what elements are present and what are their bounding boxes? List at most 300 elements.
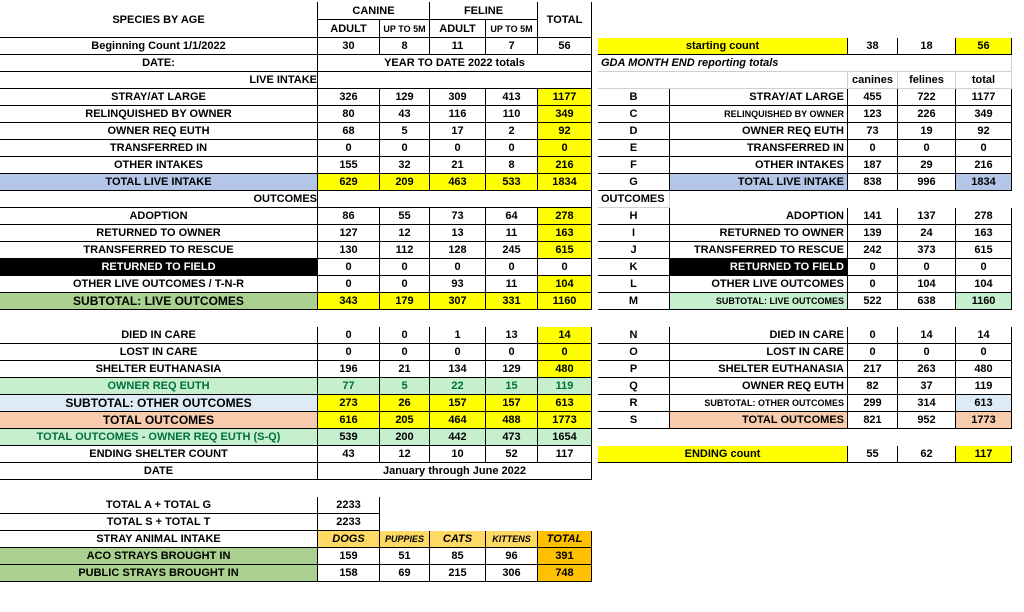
value-cell[interactable]: 488 xyxy=(486,412,538,429)
stray-row xyxy=(0,548,592,565)
ending-count-label[interactable]: ENDING count xyxy=(598,446,848,463)
value-cell[interactable]: 1177 xyxy=(956,89,1012,106)
value-cell[interactable]: 209 xyxy=(380,174,430,191)
row-label[interactable]: SHELTER EUTHANASIA xyxy=(670,361,848,378)
row-label[interactable]: SUBTOTAL: OTHER OUTCOMES xyxy=(670,395,848,412)
value-cell[interactable]: 139 xyxy=(848,225,898,242)
table-row xyxy=(598,293,1012,310)
value-cell[interactable]: 0 xyxy=(538,344,592,361)
total-live-intake-row xyxy=(0,174,592,191)
gda-title[interactable]: GDA MONTH END reporting totals xyxy=(598,55,1012,72)
value-cell[interactable]: 5 xyxy=(380,123,430,140)
value-cell[interactable]: 157 xyxy=(430,395,486,412)
value-cell[interactable]: 157 xyxy=(486,395,538,412)
ending-shelter-count-row xyxy=(0,446,592,463)
row-label[interactable]: OTHER INTAKES xyxy=(670,157,848,174)
value-cell[interactable]: 442 xyxy=(430,429,486,446)
value-cell[interactable]: 307 xyxy=(430,293,486,310)
canine-up-to-5m-header[interactable]: UP TO 5M xyxy=(380,20,430,38)
row-label[interactable]: SHELTER EUTHANASIA xyxy=(0,361,318,378)
stray-col-header[interactable]: TOTAL xyxy=(538,531,592,548)
stray-row xyxy=(0,565,592,582)
row-label[interactable]: TOTAL OUTCOMES - OWNER REQ EUTH (S-Q) xyxy=(0,429,318,446)
row-label[interactable]: OWNER REQ EUTH xyxy=(670,123,848,140)
value-cell[interactable]: 93 xyxy=(430,276,486,293)
value-cell[interactable]: 12 xyxy=(380,446,430,463)
value-cell[interactable]: 629 xyxy=(318,174,380,191)
feline-up-to-5m-header[interactable]: UP TO 5M xyxy=(486,20,538,38)
row-letter[interactable]: E xyxy=(598,140,670,157)
row-label[interactable]: TOTAL LIVE INTAKE xyxy=(670,174,848,191)
stray-row-label[interactable]: ACO STRAYS BROUGHT IN xyxy=(0,548,318,565)
row-label[interactable]: TRANSFERRED TO RESCUE xyxy=(670,242,848,259)
value-cell[interactable]: 7 xyxy=(486,38,538,55)
species-by-age-header[interactable]: SPECIES BY AGE xyxy=(0,2,318,38)
value-cell[interactable]: 0 xyxy=(898,259,956,276)
value-cell[interactable]: 43 xyxy=(318,446,380,463)
value-cell[interactable]: 722 xyxy=(898,89,956,106)
row-letter[interactable]: J xyxy=(598,242,670,259)
value-cell[interactable]: 92 xyxy=(956,123,1012,140)
value-cell[interactable]: 391 xyxy=(538,548,592,565)
row-label[interactable]: RETURNED TO FIELD xyxy=(0,259,318,276)
value-cell[interactable]: 104 xyxy=(538,276,592,293)
feline-header[interactable]: FELINE xyxy=(430,2,538,20)
value-cell[interactable]: 159 xyxy=(318,548,380,565)
row-label[interactable]: DIED IN CARE xyxy=(670,327,848,344)
value-cell[interactable]: 1177 xyxy=(538,89,592,106)
row-label[interactable]: ADOPTION xyxy=(0,208,318,225)
canine-adult-header[interactable]: ADULT xyxy=(318,20,380,38)
row-letter[interactable]: B xyxy=(598,89,670,106)
value-cell[interactable]: 0 xyxy=(430,259,486,276)
row-label[interactable]: TOTAL OUTCOMES xyxy=(670,412,848,429)
value-cell[interactable]: 1654 xyxy=(538,429,592,446)
table-row xyxy=(598,89,1012,106)
value-cell[interactable]: 155 xyxy=(318,157,380,174)
table-row xyxy=(0,89,592,106)
value-cell[interactable]: 263 xyxy=(898,361,956,378)
value-cell[interactable]: 205 xyxy=(380,412,430,429)
value-cell[interactable]: 0 xyxy=(538,259,592,276)
gda-title-row xyxy=(598,55,1012,72)
value-cell[interactable]: 242 xyxy=(848,242,898,259)
value-cell[interactable]: 73 xyxy=(848,123,898,140)
value-cell[interactable]: 996 xyxy=(898,174,956,191)
value-cell[interactable]: 80 xyxy=(318,106,380,123)
value-cell[interactable]: 12 xyxy=(380,225,430,242)
gda-month-end-table xyxy=(598,0,1024,612)
row-label[interactable]: Beginning Count 1/1/2022 xyxy=(0,38,318,55)
table-row xyxy=(598,157,1012,174)
table-row xyxy=(0,259,592,276)
value-cell[interactable]: 0 xyxy=(486,259,538,276)
row-label[interactable]: RETURNED TO OWNER xyxy=(670,225,848,242)
value-cell[interactable]: 163 xyxy=(538,225,592,242)
row-letter[interactable]: S xyxy=(598,412,670,429)
row-letter[interactable]: O xyxy=(598,344,670,361)
value-cell[interactable]: 1834 xyxy=(538,174,592,191)
row-label[interactable]: TRANSFERRED IN xyxy=(0,140,318,157)
value-cell[interactable]: 77 xyxy=(318,378,380,395)
value-cell[interactable]: 0 xyxy=(538,140,592,157)
value-cell[interactable]: 69 xyxy=(380,565,430,582)
stray-col-header[interactable]: CATS xyxy=(430,531,486,548)
value-cell[interactable]: 299 xyxy=(848,395,898,412)
value-cell[interactable]: 123 xyxy=(848,106,898,123)
value-cell[interactable]: 38 xyxy=(848,38,898,55)
value-cell[interactable]: 29 xyxy=(898,157,956,174)
value-cell[interactable]: 306 xyxy=(486,565,538,582)
value-cell[interactable]: 0 xyxy=(486,140,538,157)
row-letter[interactable]: D xyxy=(598,123,670,140)
date2-label[interactable]: DATE xyxy=(0,463,318,480)
value-cell[interactable]: 215 xyxy=(430,565,486,582)
value-cell[interactable]: 86 xyxy=(318,208,380,225)
value-cell[interactable]: 22 xyxy=(430,378,486,395)
table-row xyxy=(0,378,592,395)
date-row xyxy=(0,55,592,72)
value-cell[interactable]: 129 xyxy=(380,89,430,106)
row-letter[interactable]: M xyxy=(598,293,670,310)
value-cell[interactable]: 821 xyxy=(848,412,898,429)
value-cell[interactable]: 104 xyxy=(898,276,956,293)
total-header[interactable]: TOTAL xyxy=(538,2,592,38)
value-cell[interactable]: 129 xyxy=(486,361,538,378)
row-label[interactable]: LOST IN CARE xyxy=(670,344,848,361)
value-cell[interactable]: 51 xyxy=(380,548,430,565)
value-cell[interactable]: 1 xyxy=(430,327,486,344)
value-cell[interactable]: 15 xyxy=(486,378,538,395)
value-cell[interactable]: 463 xyxy=(430,174,486,191)
value-cell[interactable]: 309 xyxy=(430,89,486,106)
value-cell[interactable]: 2 xyxy=(486,123,538,140)
value-cell[interactable]: 0 xyxy=(486,344,538,361)
value-cell[interactable]: 0 xyxy=(318,259,380,276)
value-cell[interactable]: 326 xyxy=(318,89,380,106)
value-cell[interactable]: 0 xyxy=(380,327,430,344)
empty-cell[interactable] xyxy=(598,72,848,89)
row-letter[interactable]: G xyxy=(598,174,670,191)
row-label[interactable]: RELINQUISHED BY OWNER xyxy=(0,106,318,123)
date-value[interactable]: YEAR TO DATE 2022 totals xyxy=(318,55,592,72)
canine-header[interactable]: CANINE xyxy=(318,2,430,20)
stray-header-row xyxy=(0,531,592,548)
value-cell[interactable]: 613 xyxy=(538,395,592,412)
value-cell[interactable]: 141 xyxy=(848,208,898,225)
value-cell[interactable]: 92 xyxy=(538,123,592,140)
header-spacer xyxy=(0,20,318,38)
value-cell[interactable]: 18 xyxy=(898,38,956,55)
value-cell[interactable]: 163 xyxy=(956,225,1012,242)
value-cell[interactable]: 952 xyxy=(898,412,956,429)
date-label[interactable]: DATE: xyxy=(0,55,318,72)
value-cell[interactable]: 26 xyxy=(380,395,430,412)
value-cell[interactable]: 110 xyxy=(486,106,538,123)
value-cell[interactable]: 11 xyxy=(486,276,538,293)
value-cell[interactable]: 539 xyxy=(318,429,380,446)
stray-col-header[interactable]: PUPPIES xyxy=(380,531,430,548)
value-cell[interactable]: 117 xyxy=(956,446,1012,463)
value-cell[interactable]: 62 xyxy=(898,446,956,463)
value-cell[interactable]: 473 xyxy=(486,429,538,446)
value-cell[interactable]: 14 xyxy=(538,327,592,344)
value-cell[interactable]: 85 xyxy=(430,548,486,565)
row-label[interactable]: OTHER LIVE OUTCOMES xyxy=(670,276,848,293)
value-cell[interactable]: 0 xyxy=(318,276,380,293)
value-cell[interactable]: 0 xyxy=(318,140,380,157)
table-row xyxy=(598,276,1012,293)
row-label[interactable]: TRANSFERRED IN xyxy=(670,140,848,157)
row-letter[interactable]: I xyxy=(598,225,670,242)
value-cell[interactable]: 30 xyxy=(318,38,380,55)
outcomes-title[interactable]: OUTCOMES xyxy=(0,191,318,208)
row-label[interactable]: TRANSFERRED TO RESCUE xyxy=(0,242,318,259)
value-cell[interactable]: 134 xyxy=(430,361,486,378)
value-cell[interactable]: 413 xyxy=(486,89,538,106)
row-letter[interactable]: Q xyxy=(598,378,670,395)
value-cell[interactable]: 0 xyxy=(848,344,898,361)
value-cell[interactable]: 0 xyxy=(380,140,430,157)
table-row xyxy=(0,344,592,361)
value-cell[interactable]: 0 xyxy=(898,344,956,361)
value-cell[interactable]: 64 xyxy=(486,208,538,225)
row-label[interactable]: OTHER INTAKES xyxy=(0,157,318,174)
table-row xyxy=(598,361,1012,378)
totals-check-value[interactable]: 2233 xyxy=(318,514,380,531)
value-cell[interactable]: 119 xyxy=(956,378,1012,395)
table-row xyxy=(598,395,1012,412)
value-cell[interactable]: 226 xyxy=(898,106,956,123)
value-cell[interactable]: 1773 xyxy=(956,412,1012,429)
value-cell[interactable]: 52 xyxy=(486,446,538,463)
value-cell[interactable]: 273 xyxy=(318,395,380,412)
value-cell[interactable]: 116 xyxy=(430,106,486,123)
value-cell[interactable]: 128 xyxy=(430,242,486,259)
row-label[interactable]: ENDING SHELTER COUNT xyxy=(0,446,318,463)
value-cell[interactable]: 21 xyxy=(430,157,486,174)
live-intake-title[interactable]: LIVE INTAKE xyxy=(0,72,318,89)
date2-value[interactable]: January through June 2022 xyxy=(318,463,592,480)
table-row xyxy=(598,208,1012,225)
row-letter[interactable]: K xyxy=(598,259,670,276)
value-cell[interactable]: 0 xyxy=(430,344,486,361)
value-cell[interactable]: 314 xyxy=(898,395,956,412)
row-letter[interactable]: R xyxy=(598,395,670,412)
value-cell[interactable]: 0 xyxy=(956,140,1012,157)
row-label[interactable]: ADOPTION xyxy=(670,208,848,225)
row-label[interactable]: OTHER LIVE OUTCOMES / T-N-R xyxy=(0,276,318,293)
row-letter[interactable]: P xyxy=(598,361,670,378)
value-cell[interactable]: 14 xyxy=(898,327,956,344)
table-row xyxy=(598,378,1012,395)
row-letter[interactable]: F xyxy=(598,157,670,174)
value-cell[interactable]: 522 xyxy=(848,293,898,310)
row-letter[interactable]: N xyxy=(598,327,670,344)
value-cell[interactable]: 5 xyxy=(380,378,430,395)
value-cell[interactable]: 112 xyxy=(380,242,430,259)
value-cell[interactable]: 0 xyxy=(898,140,956,157)
value-cell[interactable]: 615 xyxy=(538,242,592,259)
outcomes-title[interactable]: OUTCOMES xyxy=(598,191,670,208)
total-header[interactable]: total xyxy=(956,72,1012,89)
row-label[interactable]: SUBTOTAL: OTHER OUTCOMES xyxy=(0,395,318,412)
starting-count-row xyxy=(598,38,1012,55)
row-label[interactable]: STRAY/AT LARGE xyxy=(670,89,848,106)
table-row xyxy=(598,140,1012,157)
value-cell[interactable]: 179 xyxy=(380,293,430,310)
value-cell[interactable]: 278 xyxy=(538,208,592,225)
value-cell[interactable]: 56 xyxy=(956,38,1012,55)
row-label[interactable]: TOTAL LIVE INTAKE xyxy=(0,174,318,191)
value-cell[interactable]: 1834 xyxy=(956,174,1012,191)
date2-row xyxy=(0,463,592,480)
feline-adult-header[interactable]: ADULT xyxy=(430,20,486,38)
empty-cell[interactable] xyxy=(318,191,592,208)
value-cell[interactable]: 613 xyxy=(956,395,1012,412)
value-cell[interactable]: 216 xyxy=(956,157,1012,174)
value-cell[interactable]: 0 xyxy=(848,327,898,344)
value-cell[interactable]: 533 xyxy=(486,174,538,191)
value-cell[interactable]: 24 xyxy=(898,225,956,242)
row-label[interactable]: TOTAL OUTCOMES xyxy=(0,412,318,429)
value-cell[interactable]: 0 xyxy=(956,344,1012,361)
row-label[interactable]: STRAY/AT LARGE xyxy=(0,89,318,106)
value-cell[interactable]: 464 xyxy=(430,412,486,429)
value-cell[interactable]: 14 xyxy=(956,327,1012,344)
value-cell[interactable]: 96 xyxy=(486,548,538,565)
value-cell[interactable]: 119 xyxy=(538,378,592,395)
value-cell[interactable]: 137 xyxy=(898,208,956,225)
value-cell[interactable]: 0 xyxy=(380,344,430,361)
value-cell[interactable]: 0 xyxy=(848,259,898,276)
stray-animal-intake-label[interactable]: STRAY ANIMAL INTAKE xyxy=(0,531,318,548)
row-label[interactable]: RETURNED TO FIELD xyxy=(670,259,848,276)
value-cell[interactable]: 127 xyxy=(318,225,380,242)
value-cell[interactable]: 0 xyxy=(318,344,380,361)
value-cell[interactable]: 616 xyxy=(318,412,380,429)
totals-check-value[interactable]: 2233 xyxy=(318,497,380,514)
value-cell[interactable]: 73 xyxy=(430,208,486,225)
value-cell[interactable]: 217 xyxy=(848,361,898,378)
value-cell[interactable]: 1160 xyxy=(538,293,592,310)
value-cell[interactable]: 0 xyxy=(430,140,486,157)
table-row xyxy=(0,276,592,293)
starting-count-label[interactable]: starting count xyxy=(598,38,848,55)
value-cell[interactable]: 748 xyxy=(538,565,592,582)
value-cell[interactable]: 0 xyxy=(848,276,898,293)
totals-check-label[interactable]: TOTAL S + TOTAL T xyxy=(0,514,318,531)
value-cell[interactable]: 373 xyxy=(898,242,956,259)
value-cell[interactable]: 1773 xyxy=(538,412,592,429)
stray-col-header[interactable]: DOGS xyxy=(318,531,380,548)
live-intake-title-row xyxy=(0,72,592,89)
value-cell[interactable]: 638 xyxy=(898,293,956,310)
header-row-1 xyxy=(0,2,592,26)
value-cell[interactable]: 82 xyxy=(848,378,898,395)
value-cell[interactable]: 196 xyxy=(318,361,380,378)
row-label[interactable]: OWNER REQ EUTH xyxy=(0,378,318,395)
value-cell[interactable]: 11 xyxy=(486,225,538,242)
canines-header[interactable]: canines xyxy=(848,72,898,89)
value-cell[interactable]: 343 xyxy=(318,293,380,310)
row-label[interactable]: LOST IN CARE xyxy=(0,344,318,361)
value-cell[interactable]: 43 xyxy=(380,106,430,123)
value-cell[interactable]: 245 xyxy=(486,242,538,259)
table-row xyxy=(0,123,592,140)
value-cell[interactable]: 55 xyxy=(380,208,430,225)
value-cell[interactable]: 480 xyxy=(956,361,1012,378)
totals-check-label[interactable]: TOTAL A + TOTAL G xyxy=(0,497,318,514)
value-cell[interactable]: 104 xyxy=(956,276,1012,293)
value-cell[interactable]: 19 xyxy=(898,123,956,140)
value-cell[interactable]: 187 xyxy=(848,157,898,174)
value-cell[interactable]: 17 xyxy=(430,123,486,140)
beginning-count-row xyxy=(0,38,592,55)
value-cell[interactable]: 8 xyxy=(380,38,430,55)
stray-row-label[interactable]: PUBLIC STRAYS BROUGHT IN xyxy=(0,565,318,582)
row-letter[interactable]: H xyxy=(598,208,670,225)
table-row xyxy=(598,242,1012,259)
value-cell[interactable]: 8 xyxy=(486,157,538,174)
row-label[interactable]: RELINQUISHED BY OWNER xyxy=(670,106,848,123)
row-label[interactable]: SUBTOTAL: LIVE OUTCOMES xyxy=(670,293,848,310)
value-cell[interactable]: 278 xyxy=(956,208,1012,225)
value-cell[interactable]: 117 xyxy=(538,446,592,463)
value-cell[interactable]: 1160 xyxy=(956,293,1012,310)
value-cell[interactable]: 838 xyxy=(848,174,898,191)
value-cell[interactable]: 21 xyxy=(380,361,430,378)
empty-cell[interactable] xyxy=(318,72,592,89)
value-cell[interactable]: 13 xyxy=(486,327,538,344)
value-cell[interactable]: 349 xyxy=(956,106,1012,123)
value-cell[interactable]: 200 xyxy=(380,429,430,446)
value-cell[interactable]: 68 xyxy=(318,123,380,140)
table-row xyxy=(0,242,592,259)
value-cell[interactable]: 0 xyxy=(318,327,380,344)
value-cell[interactable]: 331 xyxy=(486,293,538,310)
value-cell[interactable]: 158 xyxy=(318,565,380,582)
value-cell[interactable]: 11 xyxy=(430,38,486,55)
value-cell[interactable]: 37 xyxy=(898,378,956,395)
value-cell[interactable]: 55 xyxy=(848,446,898,463)
value-cell[interactable]: 0 xyxy=(380,259,430,276)
row-letter[interactable]: L xyxy=(598,276,670,293)
row-label[interactable]: OWNER REQ EUTH xyxy=(670,378,848,395)
value-cell[interactable]: 0 xyxy=(956,259,1012,276)
row-label[interactable]: OWNER REQ EUTH xyxy=(0,123,318,140)
value-cell[interactable]: 130 xyxy=(318,242,380,259)
row-letter[interactable]: C xyxy=(598,106,670,123)
row-label[interactable]: RETURNED TO OWNER xyxy=(0,225,318,242)
value-cell[interactable]: 615 xyxy=(956,242,1012,259)
value-cell[interactable]: 32 xyxy=(380,157,430,174)
value-cell[interactable]: 13 xyxy=(430,225,486,242)
value-cell[interactable]: 480 xyxy=(538,361,592,378)
value-cell[interactable]: 0 xyxy=(380,276,430,293)
value-cell[interactable]: 0 xyxy=(848,140,898,157)
value-cell[interactable]: 216 xyxy=(538,157,592,174)
table-row xyxy=(598,123,1012,140)
value-cell[interactable]: 455 xyxy=(848,89,898,106)
stray-col-header[interactable]: KITTENS xyxy=(486,531,538,548)
row-label[interactable]: SUBTOTAL: LIVE OUTCOMES xyxy=(0,293,318,310)
value-cell[interactable]: 56 xyxy=(538,38,592,55)
value-cell[interactable]: 10 xyxy=(430,446,486,463)
value-cell[interactable]: 349 xyxy=(538,106,592,123)
row-label[interactable]: DIED IN CARE xyxy=(0,327,318,344)
felines-header[interactable]: felines xyxy=(898,72,956,89)
